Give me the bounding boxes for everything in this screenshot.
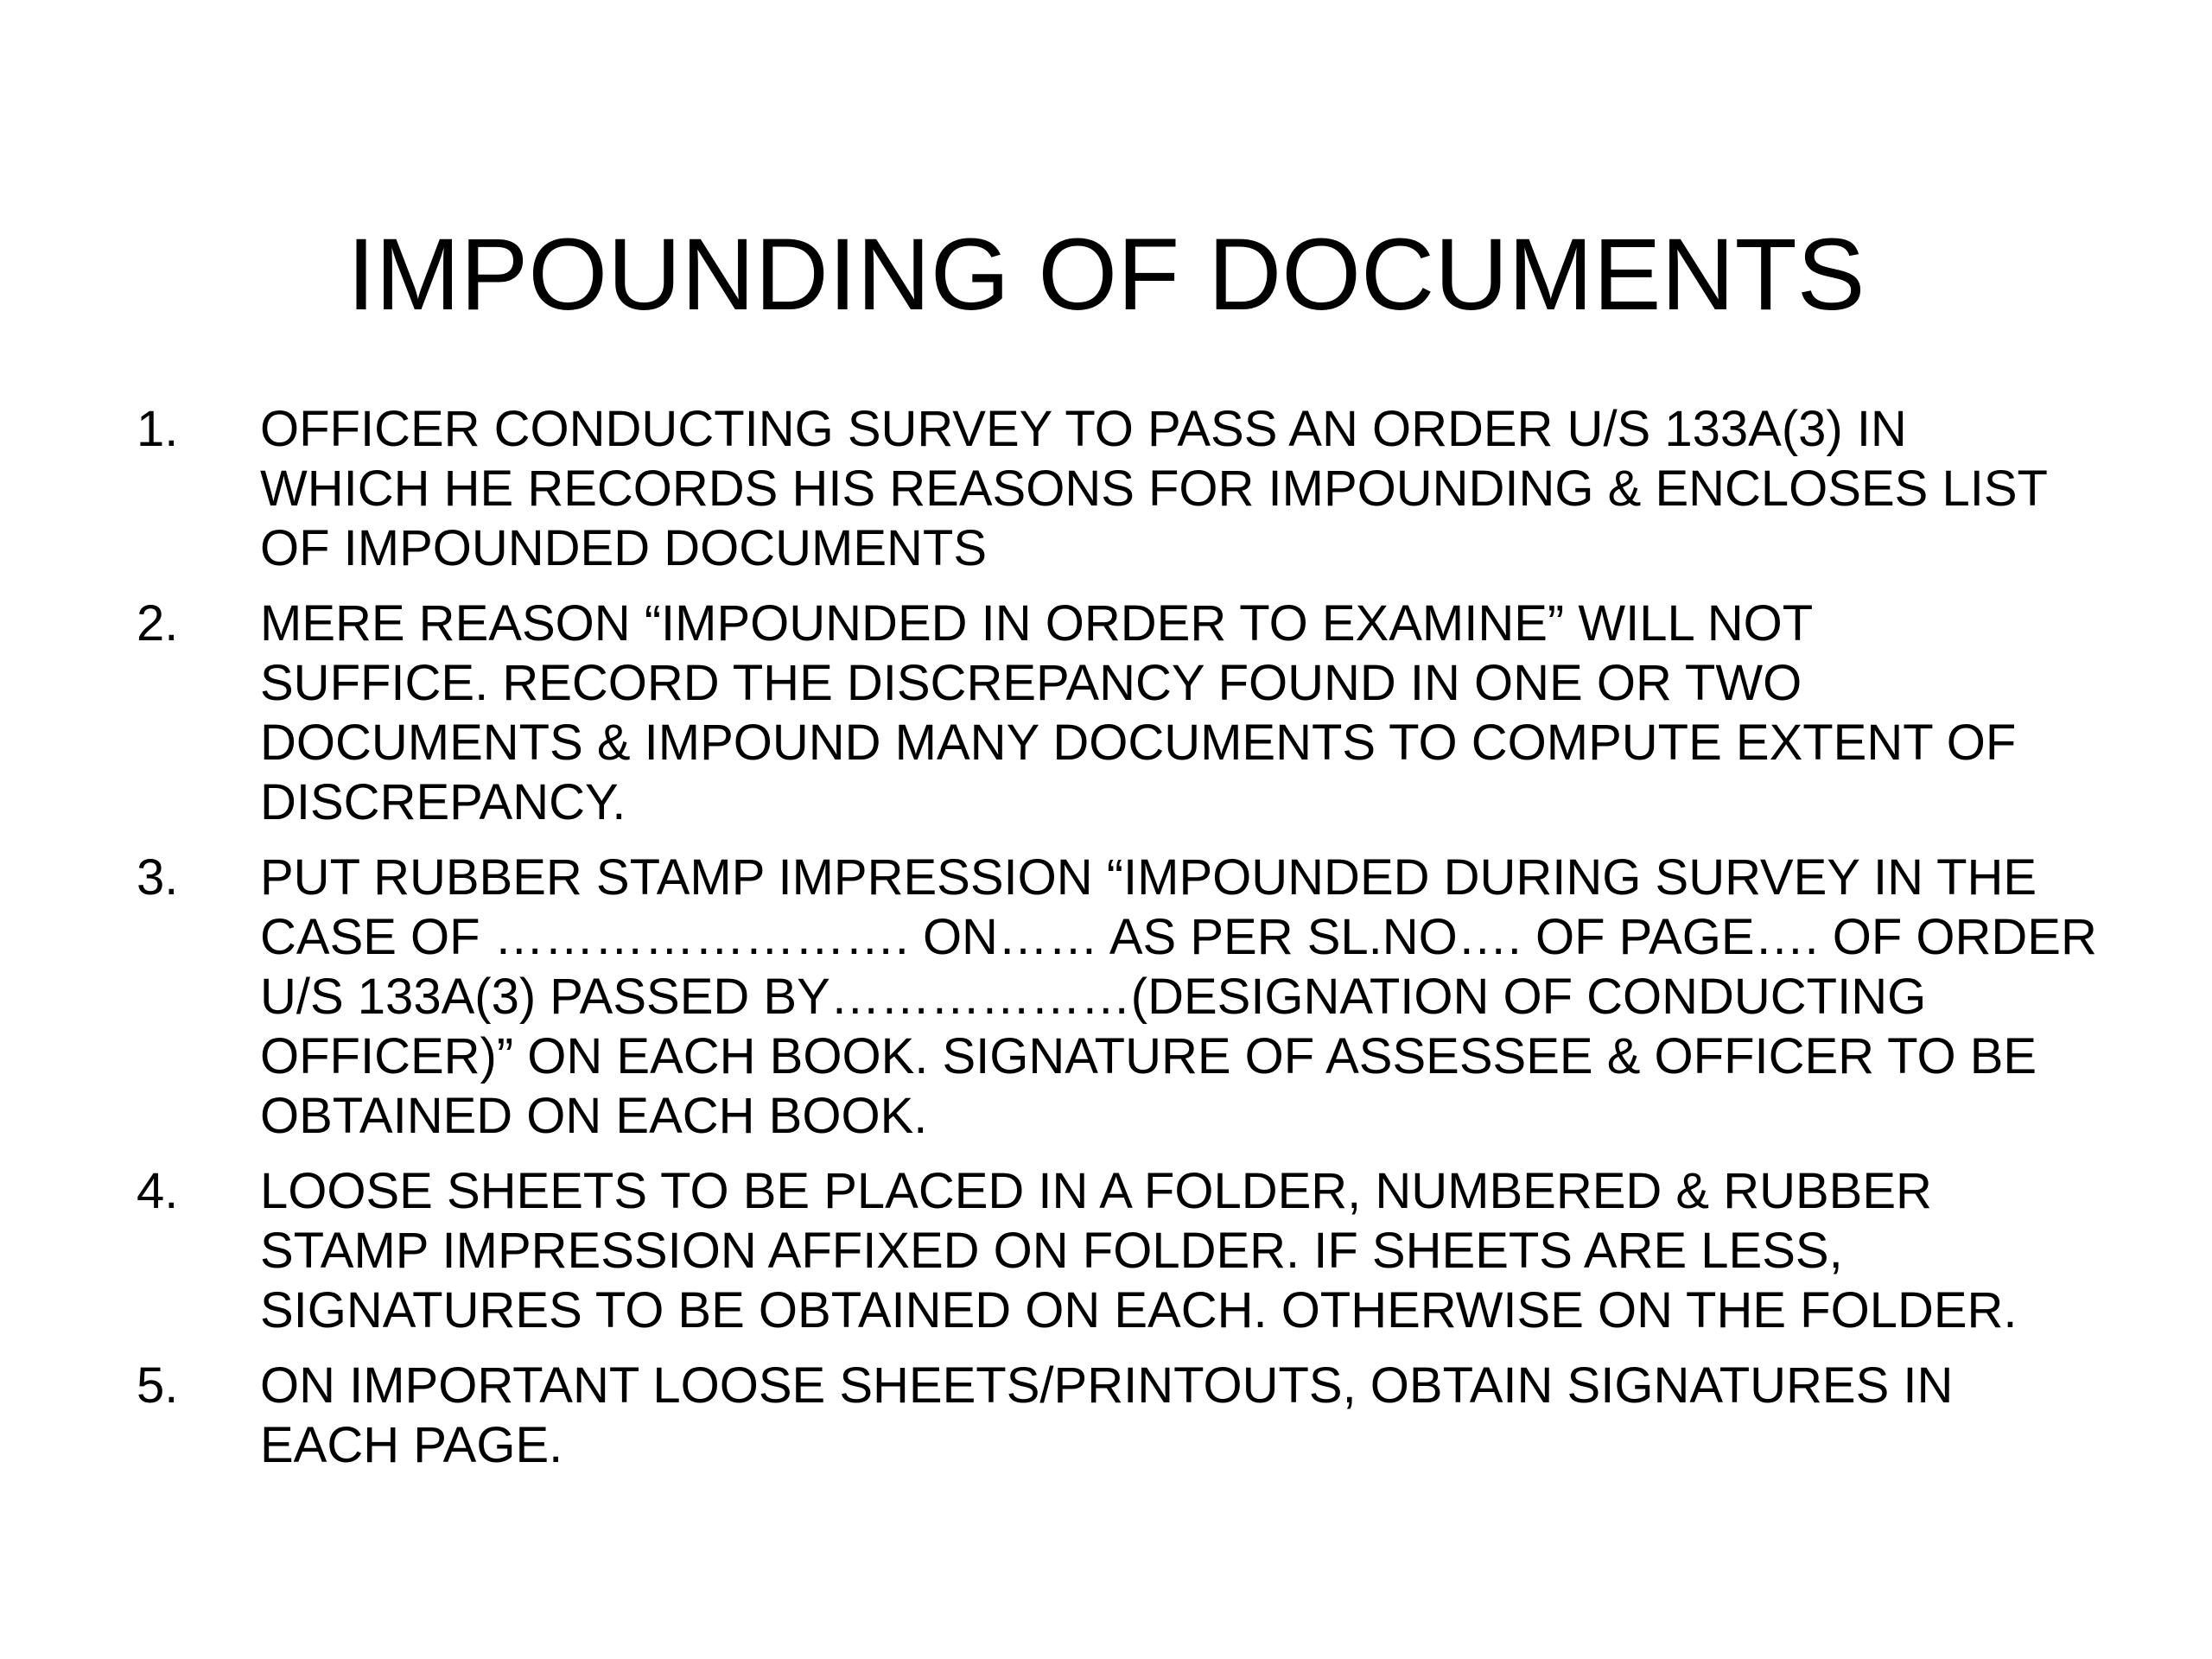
list-item-number: 4. bbox=[137, 1163, 179, 1219]
list-item bbox=[137, 848, 2124, 1146]
numbered-list bbox=[137, 399, 2124, 1491]
list-item bbox=[137, 594, 2124, 832]
list-item-text: ON IMPORTANT LOOSE SHEETS/PRINTOUTS, OBTAIN SIGNATURES IN EACH PAGE. bbox=[260, 1357, 1954, 1473]
list-item-text: OFFICER CONDUCTING SURVEY TO PASS AN ORDER U/S 133A(3) IN WHICH HE RECORDS HIS REASONS FOR IMPOUNDING & ENCLOSES LIST OF IMPOUNDED DOCUMENTS bbox=[260, 401, 2048, 576]
list-item-text: MERE REASON “IMPOUNDED IN ORDER TO EXAMINE” WILL NOT SUFFICE. RECORD THE DISCREPANCY FOUND IN ONE OR TWO DOCUMENTS & IMPOUND MANY DOCUMENTS TO COMPUTE EXTENT OF DISCREPANCY. bbox=[260, 595, 2017, 830]
list-item-number: 1. bbox=[137, 401, 179, 457]
list-item-number: 3. bbox=[137, 849, 179, 906]
list-item bbox=[137, 1356, 2124, 1475]
list-item-number: 2. bbox=[137, 595, 179, 652]
list-item-text: PUT RUBBER STAMP IMPRESSION “IMPOUNDED DURING SURVEY IN THE CASE OF ……………………. ON…… AS PER SL.NO…. OF PAGE…. OF ORDER U/S 133A(3) PASSED BY………………(DESIGNATION OF CONDUCTING OFFICER)” ON EACH BOOK. SIGNATURE OF ASSESSEE & OFFICER TO BE OBTAINED ON EACH BOOK. bbox=[260, 849, 2097, 1144]
slide-title: IMPOUNDING OF DOCUMENTS bbox=[346, 218, 1866, 332]
list-item bbox=[137, 1161, 2124, 1340]
list-item bbox=[137, 399, 2124, 578]
list-item-text: LOOSE SHEETS TO BE PLACED IN A FOLDER, NUMBERED & RUBBER STAMP IMPRESSION AFFIXED ON FOLDER. IF SHEETS ARE LESS, SIGNATURES TO BE OBTAINED ON EACH. OTHERWISE ON THE FOLDER. bbox=[260, 1163, 2018, 1338]
list-item-number: 5. bbox=[137, 1357, 179, 1414]
